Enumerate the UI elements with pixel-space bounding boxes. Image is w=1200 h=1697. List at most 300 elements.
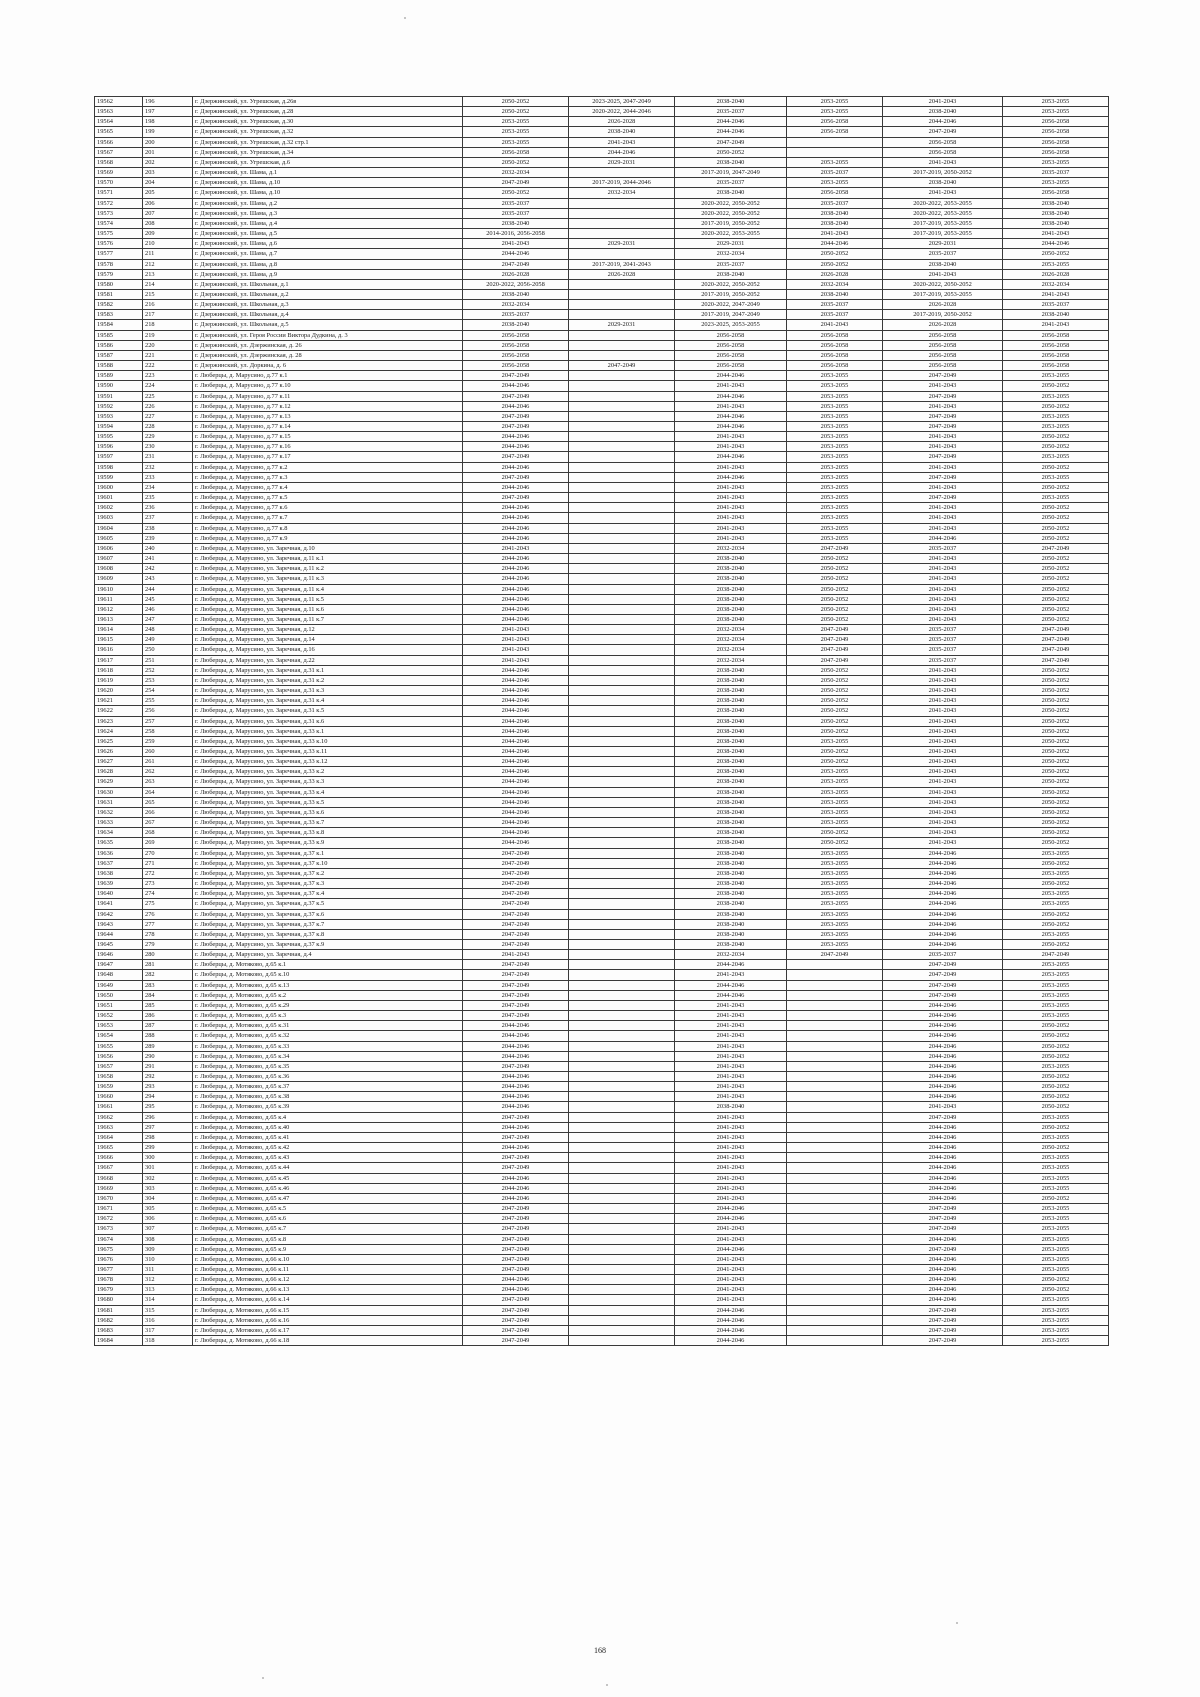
cell-period-5: 2044-2046: [883, 1295, 1003, 1305]
cell-period-3: 2044-2046: [675, 990, 787, 1000]
cell-period-6: 2050-2052: [1003, 482, 1109, 492]
cell-item-index: 268: [143, 828, 193, 838]
cell-period-2: [569, 574, 675, 584]
cell-period-4: 2056-2058: [787, 350, 883, 360]
cell-row-number: 19619: [95, 675, 143, 685]
cell-period-6: 2056-2058: [1003, 127, 1109, 137]
cell-period-3: 2044-2046: [675, 1336, 787, 1346]
table-row: [95, 726, 1109, 736]
cell-period-1: 2044-2046: [463, 807, 569, 817]
table-row: [95, 1072, 1109, 1082]
cell-item-index: 284: [143, 990, 193, 1000]
cell-item-index: 234: [143, 482, 193, 492]
cell-item-index: 302: [143, 1173, 193, 1183]
cell-item-index: 261: [143, 757, 193, 767]
cell-period-1: 2041-2043: [463, 635, 569, 645]
cell-period-1: 2053-2055: [463, 117, 569, 127]
cell-period-1: 2044-2046: [463, 1275, 569, 1285]
cell-period-1: 2044-2046: [463, 1092, 569, 1102]
cell-period-6: 2050-2052: [1003, 675, 1109, 685]
cell-item-index: 238: [143, 523, 193, 533]
cell-period-3: 2017-2019, 2050-2052: [675, 289, 787, 299]
cell-period-1: 2044-2046: [463, 401, 569, 411]
cell-period-5: 2044-2046: [883, 1122, 1003, 1132]
cell-period-4: 2047-2049: [787, 543, 883, 553]
cell-period-3: 2056-2058: [675, 330, 787, 340]
cell-period-3: 2038-2040: [675, 868, 787, 878]
cell-period-5: 2041-2043: [883, 462, 1003, 472]
cell-period-2: [569, 868, 675, 878]
cell-address: г. Люберцы, д. Марусино, ул. Заречная, д.37 к.6: [193, 909, 463, 919]
table-row: [95, 107, 1109, 117]
cell-item-index: 201: [143, 147, 193, 157]
cell-period-4: 2056-2058: [787, 361, 883, 371]
cell-period-6: 2050-2052: [1003, 1041, 1109, 1051]
cell-period-5: 2044-2046: [883, 1041, 1003, 1051]
table-row: [95, 767, 1109, 777]
cell-period-5: 2041-2043: [883, 564, 1003, 574]
cell-row-number: 19608: [95, 564, 143, 574]
table-row: [95, 432, 1109, 442]
cell-row-number: 19598: [95, 462, 143, 472]
cell-address: г. Дзержинский, ул. Шама, д.5: [193, 229, 463, 239]
cell-row-number: 19625: [95, 736, 143, 746]
cell-period-3: 2032-2034: [675, 645, 787, 655]
cell-period-2: [569, 665, 675, 675]
cell-period-6: 2050-2052: [1003, 828, 1109, 838]
cell-period-4: 2035-2037: [787, 310, 883, 320]
cell-period-5: 2044-2046: [883, 889, 1003, 899]
cell-row-number: 19669: [95, 1183, 143, 1193]
cell-row-number: 19633: [95, 818, 143, 828]
cell-period-3: 2038-2040: [675, 614, 787, 624]
cell-address: г. Люберцы, д. Марусино, д.77 к.11: [193, 391, 463, 401]
table-row: [95, 361, 1109, 371]
cell-period-4: [787, 1254, 883, 1264]
cell-period-1: 2047-2049: [463, 899, 569, 909]
cell-row-number: 19670: [95, 1193, 143, 1203]
cell-address: г. Дзержинский, ул. Шама, д.4: [193, 218, 463, 228]
cell-period-1: 2050-2052: [463, 107, 569, 117]
cell-period-2: [569, 716, 675, 726]
cell-address: г. Люберцы, д. Марусино, ул. Заречная, д.33 к.8: [193, 828, 463, 838]
cell-period-4: [787, 1041, 883, 1051]
cell-period-2: [569, 1000, 675, 1010]
table-row: [95, 543, 1109, 553]
cell-period-2: [569, 1234, 675, 1244]
cell-period-1: 2044-2046: [463, 1072, 569, 1082]
cell-row-number: 19630: [95, 787, 143, 797]
cell-period-5: 2041-2043: [883, 401, 1003, 411]
cell-period-3: 2041-2043: [675, 1163, 787, 1173]
table-row: [95, 1112, 1109, 1122]
cell-period-1: 2041-2043: [463, 950, 569, 960]
cell-period-1: 2035-2037: [463, 198, 569, 208]
cell-period-2: [569, 249, 675, 259]
cell-period-6: 2053-2055: [1003, 1264, 1109, 1274]
cell-period-3: 2038-2040: [675, 594, 787, 604]
cell-period-6: 2050-2052: [1003, 716, 1109, 726]
cell-period-5: 2047-2049: [883, 1214, 1003, 1224]
table-row: [95, 137, 1109, 147]
cell-period-4: 2053-2055: [787, 818, 883, 828]
cell-period-1: 2050-2052: [463, 188, 569, 198]
cell-period-2: [569, 950, 675, 960]
table-row: [95, 330, 1109, 340]
cell-period-6: 2056-2058: [1003, 330, 1109, 340]
cell-address: г. Люберцы, д. Мотяково, д.65 к.33: [193, 1041, 463, 1051]
table-row: [95, 848, 1109, 858]
cell-period-3: 2044-2046: [675, 452, 787, 462]
cell-row-number: 19661: [95, 1102, 143, 1112]
cell-period-4: 2053-2055: [787, 807, 883, 817]
cell-period-4: [787, 1224, 883, 1234]
cell-period-3: 2044-2046: [675, 1204, 787, 1214]
cell-period-6: 2047-2049: [1003, 625, 1109, 635]
cell-period-5: 2044-2046: [883, 1082, 1003, 1092]
cell-item-index: 226: [143, 401, 193, 411]
cell-item-index: 317: [143, 1325, 193, 1335]
cell-period-2: [569, 747, 675, 757]
cell-item-index: 208: [143, 218, 193, 228]
cell-item-index: 200: [143, 137, 193, 147]
cell-period-4: [787, 1021, 883, 1031]
cell-period-1: 2041-2043: [463, 543, 569, 553]
cell-period-1: 2044-2046: [463, 482, 569, 492]
cell-period-4: 2056-2058: [787, 330, 883, 340]
cell-row-number: 19624: [95, 726, 143, 736]
cell-item-index: 257: [143, 716, 193, 726]
cell-period-3: 2029-2031: [675, 239, 787, 249]
page-number: 168: [594, 1646, 606, 1655]
cell-period-4: 2050-2052: [787, 665, 883, 675]
cell-row-number: 19635: [95, 838, 143, 848]
cell-period-3: 2038-2040: [675, 584, 787, 594]
cell-period-6: 2050-2052: [1003, 757, 1109, 767]
cell-row-number: 19672: [95, 1214, 143, 1224]
table-row: [95, 1122, 1109, 1132]
cell-period-4: 2053-2055: [787, 929, 883, 939]
cell-period-6: 2035-2037: [1003, 168, 1109, 178]
cell-period-4: [787, 1305, 883, 1315]
cell-item-index: 199: [143, 127, 193, 137]
cell-period-6: 2047-2049: [1003, 645, 1109, 655]
cell-period-1: 2044-2046: [463, 1041, 569, 1051]
cell-period-5: 2017-2019, 2053-2055: [883, 218, 1003, 228]
cell-period-2: [569, 960, 675, 970]
cell-address: г. Люберцы, д. Марусино, ул. Заречная, д.31 к.2: [193, 675, 463, 685]
cell-period-3: 2041-2043: [675, 1041, 787, 1051]
cell-period-4: 2053-2055: [787, 472, 883, 482]
table-row: [95, 645, 1109, 655]
cell-row-number: 19616: [95, 645, 143, 655]
cell-period-2: [569, 1092, 675, 1102]
cell-period-6: 2050-2052: [1003, 686, 1109, 696]
cell-period-6: 2038-2040: [1003, 310, 1109, 320]
table-row: [95, 584, 1109, 594]
cell-row-number: 19648: [95, 970, 143, 980]
cell-row-number: 19622: [95, 706, 143, 716]
cell-period-1: 2044-2046: [463, 381, 569, 391]
cell-period-3: 2038-2040: [675, 726, 787, 736]
cell-address: г. Дзержинский, ул. Школьная, д.4: [193, 310, 463, 320]
cell-period-5: 2020-2022, 2053-2055: [883, 208, 1003, 218]
cell-period-1: 2044-2046: [463, 1082, 569, 1092]
table-row: [95, 482, 1109, 492]
cell-period-5: 2041-2043: [883, 818, 1003, 828]
cell-period-4: 2053-2055: [787, 889, 883, 899]
table-row: [95, 655, 1109, 665]
cell-period-6: 2053-2055: [1003, 1132, 1109, 1142]
cell-period-3: 2020-2022, 2053-2055: [675, 229, 787, 239]
cell-address: г. Люберцы, д. Мотяково, д.65 к.46: [193, 1183, 463, 1193]
cell-period-2: [569, 686, 675, 696]
cell-period-3: 2047-2049: [675, 137, 787, 147]
cell-period-6: 2053-2055: [1003, 889, 1109, 899]
cell-period-5: 2041-2043: [883, 523, 1003, 533]
table-row: [95, 919, 1109, 929]
cell-period-1: 2047-2049: [463, 1112, 569, 1122]
cell-period-2: [569, 229, 675, 239]
cell-item-index: 270: [143, 848, 193, 858]
cell-item-index: 297: [143, 1122, 193, 1132]
table-row: [95, 1051, 1109, 1061]
cell-period-1: 2044-2046: [463, 614, 569, 624]
cell-period-5: 2035-2037: [883, 543, 1003, 553]
cell-period-6: 2050-2052: [1003, 523, 1109, 533]
cell-address: г. Люберцы, д. Мотяково, д.66 к.12: [193, 1275, 463, 1285]
cell-period-6: 2050-2052: [1003, 818, 1109, 828]
cell-period-5: 2047-2049: [883, 391, 1003, 401]
cell-period-6: 2053-2055: [1003, 97, 1109, 107]
cell-address: г. Люберцы, д. Мотяково, д.65 к.40: [193, 1122, 463, 1132]
cell-period-2: [569, 493, 675, 503]
cell-item-index: 256: [143, 706, 193, 716]
table-row: [95, 198, 1109, 208]
cell-period-6: 2056-2058: [1003, 340, 1109, 350]
cell-period-6: 2044-2046: [1003, 239, 1109, 249]
cell-period-4: 2044-2046: [787, 239, 883, 249]
cell-period-5: 2044-2046: [883, 1254, 1003, 1264]
cell-period-2: [569, 208, 675, 218]
cell-period-5: 2041-2043: [883, 726, 1003, 736]
cell-address: г. Люберцы, д. Мотяково, д.66 к.11: [193, 1264, 463, 1274]
cell-address: г. Люберцы, д. Мотяково, д.65 к.31: [193, 1021, 463, 1031]
cell-address: г. Люберцы, д. Марусино, ул. Заречная, д.33 к.3: [193, 777, 463, 787]
cell-period-6: 2053-2055: [1003, 178, 1109, 188]
cell-address: г. Люберцы, д. Марусино, ул. Заречная, д.10: [193, 543, 463, 553]
cell-period-5: 2041-2043: [883, 584, 1003, 594]
cell-period-1: 2047-2049: [463, 1244, 569, 1254]
cell-period-5: 2047-2049: [883, 493, 1003, 503]
cell-period-2: 2029-2031: [569, 157, 675, 167]
cell-address: г. Дзержинский, ул. Шама, д.10: [193, 178, 463, 188]
cell-item-index: 252: [143, 665, 193, 675]
cell-address: г. Дзержинский, ул. Угрешская, д.34: [193, 147, 463, 157]
cell-period-1: 2044-2046: [463, 1021, 569, 1031]
cell-period-6: 2035-2037: [1003, 300, 1109, 310]
cell-address: г. Люберцы, д. Мотяково, д.66 к.15: [193, 1305, 463, 1315]
cell-row-number: 19636: [95, 848, 143, 858]
table-row: [95, 564, 1109, 574]
table-row: [95, 594, 1109, 604]
cell-period-2: [569, 218, 675, 228]
cell-period-4: [787, 1122, 883, 1132]
cell-item-index: 245: [143, 594, 193, 604]
table-row: [95, 950, 1109, 960]
cell-period-5: 2035-2037: [883, 249, 1003, 259]
cell-item-index: 308: [143, 1234, 193, 1244]
cell-period-2: [569, 970, 675, 980]
cell-period-4: [787, 1325, 883, 1335]
table-row: [95, 391, 1109, 401]
cell-item-index: 305: [143, 1204, 193, 1214]
cell-period-2: [569, 503, 675, 513]
cell-period-1: 2044-2046: [463, 757, 569, 767]
cell-item-index: 294: [143, 1092, 193, 1102]
cell-row-number: 19665: [95, 1143, 143, 1153]
cell-period-2: [569, 1214, 675, 1224]
cell-period-2: [569, 604, 675, 614]
cell-item-index: 258: [143, 726, 193, 736]
cell-period-2: [569, 1072, 675, 1082]
cell-period-3: 2038-2040: [675, 696, 787, 706]
cell-period-6: 2041-2043: [1003, 229, 1109, 239]
cell-period-6: 2053-2055: [1003, 259, 1109, 269]
cell-period-6: 2050-2052: [1003, 807, 1109, 817]
table-row: [95, 117, 1109, 127]
table-row: [95, 259, 1109, 269]
cell-period-5: 2041-2043: [883, 1102, 1003, 1112]
cell-item-index: 318: [143, 1336, 193, 1346]
cell-item-index: 260: [143, 747, 193, 757]
cell-period-1: 2047-2049: [463, 970, 569, 980]
cell-item-index: 249: [143, 635, 193, 645]
cell-period-1: 2044-2046: [463, 584, 569, 594]
cell-period-1: 2053-2055: [463, 137, 569, 147]
cell-address: г. Люберцы, д. Мотяково, д.65 к.4: [193, 1112, 463, 1122]
cell-period-2: [569, 472, 675, 482]
cell-item-index: 278: [143, 929, 193, 939]
cell-period-6: 2050-2052: [1003, 554, 1109, 564]
cell-period-6: 2053-2055: [1003, 960, 1109, 970]
cell-address: г. Люберцы, д. Марусино, д.77 к.6: [193, 503, 463, 513]
cell-period-4: 2053-2055: [787, 909, 883, 919]
cell-period-5: 2029-2031: [883, 239, 1003, 249]
cell-period-3: 2038-2040: [675, 554, 787, 564]
cell-period-6: 2047-2049: [1003, 950, 1109, 960]
cell-period-4: [787, 1264, 883, 1274]
cell-period-6: 2050-2052: [1003, 1102, 1109, 1112]
cell-period-1: 2044-2046: [463, 726, 569, 736]
table-row: [95, 675, 1109, 685]
cell-period-3: 2041-2043: [675, 1193, 787, 1203]
cell-row-number: 19582: [95, 300, 143, 310]
cell-address: г. Дзержинский, ул. Угрешская, д.32 стр.1: [193, 137, 463, 147]
cell-period-4: [787, 1061, 883, 1071]
cell-period-4: 2053-2055: [787, 432, 883, 442]
cell-item-index: 303: [143, 1183, 193, 1193]
table-row: [95, 1234, 1109, 1244]
cell-row-number: 19654: [95, 1031, 143, 1041]
cell-period-3: 2041-2043: [675, 1112, 787, 1122]
cell-period-3: 2038-2040: [675, 848, 787, 858]
cell-period-5: 2041-2043: [883, 97, 1003, 107]
cell-item-index: 246: [143, 604, 193, 614]
cell-period-3: 2041-2043: [675, 533, 787, 543]
cell-item-index: 281: [143, 960, 193, 970]
cell-address: г. Люберцы, д. Мотяково, д.65 к.3: [193, 1011, 463, 1021]
cell-period-1: 2044-2046: [463, 767, 569, 777]
cell-period-5: 2044-2046: [883, 1132, 1003, 1142]
cell-period-4: 2035-2037: [787, 300, 883, 310]
cell-period-4: 2053-2055: [787, 442, 883, 452]
cell-row-number: 19583: [95, 310, 143, 320]
cell-period-2: [569, 1153, 675, 1163]
table-row: [95, 1031, 1109, 1041]
cell-period-6: 2050-2052: [1003, 1193, 1109, 1203]
cell-period-1: 2044-2046: [463, 696, 569, 706]
cell-period-2: [569, 1224, 675, 1234]
cell-period-4: 2041-2043: [787, 229, 883, 239]
cell-period-5: 2056-2058: [883, 361, 1003, 371]
cell-period-1: 2044-2046: [463, 675, 569, 685]
cell-period-6: 2053-2055: [1003, 1183, 1109, 1193]
cell-item-index: 266: [143, 807, 193, 817]
table-row: [95, 239, 1109, 249]
cell-period-2: 2041-2043: [569, 137, 675, 147]
cell-period-5: 2041-2043: [883, 767, 1003, 777]
cell-item-index: 251: [143, 655, 193, 665]
cell-period-5: 2041-2043: [883, 747, 1003, 757]
cell-period-3: 2041-2043: [675, 1082, 787, 1092]
cell-period-5: 2044-2046: [883, 1285, 1003, 1295]
cell-period-2: [569, 990, 675, 1000]
table-row: [95, 1204, 1109, 1214]
cell-period-1: 2044-2046: [463, 716, 569, 726]
cell-period-2: [569, 879, 675, 889]
table-row: [95, 310, 1109, 320]
table-row: [95, 868, 1109, 878]
cell-period-6: 2050-2052: [1003, 919, 1109, 929]
cell-period-4: 2050-2052: [787, 716, 883, 726]
cell-period-5: 2041-2043: [883, 686, 1003, 696]
cell-period-4: [787, 1173, 883, 1183]
cell-period-6: 2053-2055: [1003, 1061, 1109, 1071]
cell-row-number: 19662: [95, 1112, 143, 1122]
table-row: [95, 716, 1109, 726]
table-row: [95, 706, 1109, 716]
cell-period-6: 2053-2055: [1003, 1163, 1109, 1173]
cell-item-index: 293: [143, 1082, 193, 1092]
cell-row-number: 19610: [95, 584, 143, 594]
cell-period-4: 2050-2052: [787, 686, 883, 696]
cell-period-3: 2041-2043: [675, 482, 787, 492]
cell-address: г. Дзержинский, ул. Шама, д.7: [193, 249, 463, 259]
cell-period-3: 2038-2040: [675, 807, 787, 817]
cell-period-5: 2047-2049: [883, 1325, 1003, 1335]
cell-period-2: [569, 442, 675, 452]
cell-period-2: 2020-2022, 2044-2046: [569, 107, 675, 117]
cell-row-number: 19631: [95, 797, 143, 807]
cell-period-1: 2050-2052: [463, 97, 569, 107]
cell-row-number: 19684: [95, 1336, 143, 1346]
cell-period-3: 2020-2022, 2047-2049: [675, 300, 787, 310]
cell-period-3: 2044-2046: [675, 371, 787, 381]
cell-item-index: 196: [143, 97, 193, 107]
cell-period-3: 2038-2040: [675, 686, 787, 696]
cell-period-4: 2053-2055: [787, 178, 883, 188]
